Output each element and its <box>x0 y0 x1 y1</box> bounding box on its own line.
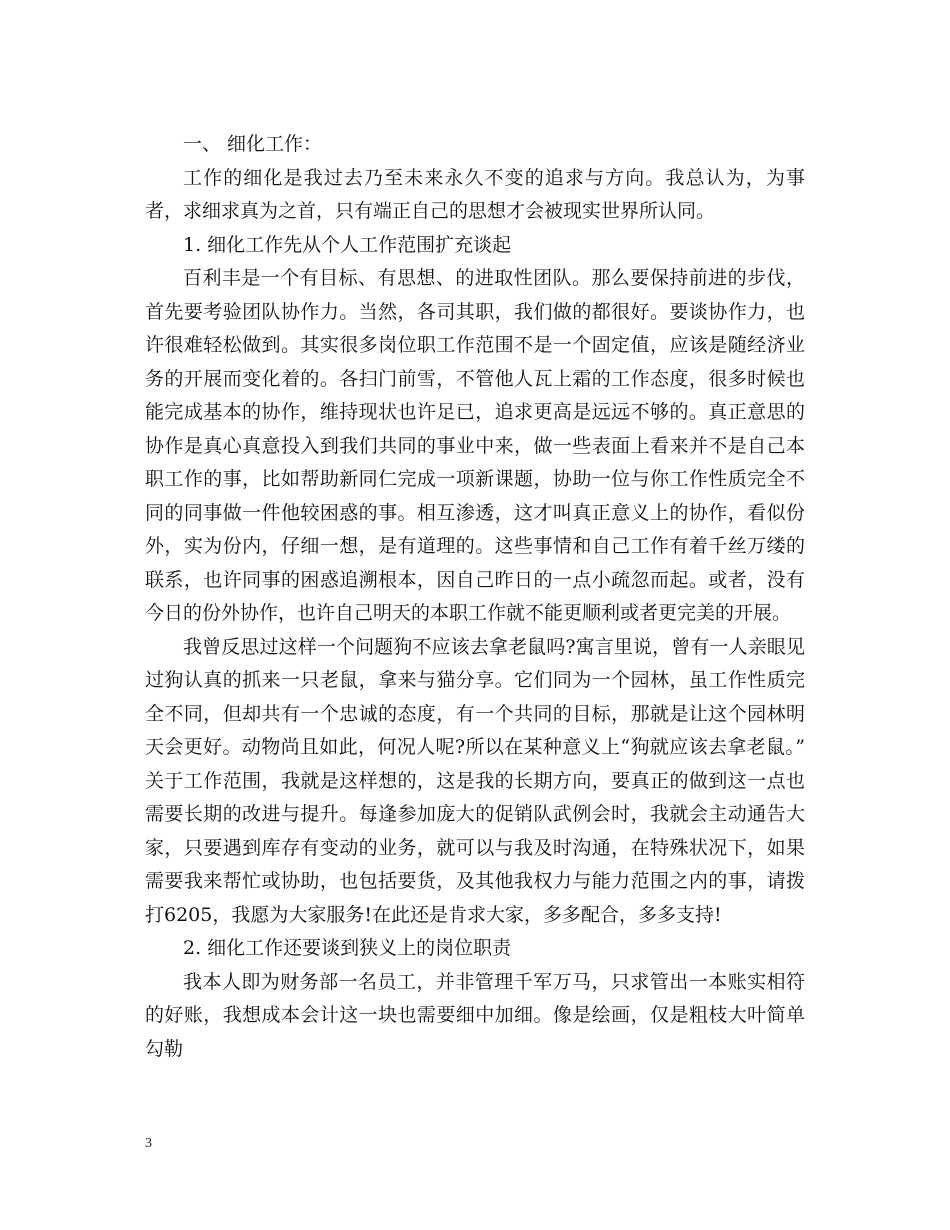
intro-paragraph: 工作的细化是我过去乃至未来永久不变的追求与方向。我总认为，为事者，求细求真为之首，只有端正自己的思想才会被现实世界所认同。 <box>145 166 805 222</box>
subsection-2-heading: 2. 细化工作还要谈到狭义上的岗位职责 <box>183 937 512 959</box>
subsection-1-paragraph: 百利丰是一个有目标、有思想、的进取性团队。那么要保持前进的步伐，首先要考验团队协作力。当然，各司其职，我们做的都很好。要谈协作力，也许很难轻松做到。其实很多岗位职工作范围不是一个固定值，应该是随经济业务的开展而变化着的。各扫门前雪，不管他人瓦上霜的工作态度，很多时候也能完成基本的协作，维持现状也许足已，追求更高是远远不够的。真正意思的协作是真心真意投入到我们共同的事业中来，做一些表面上看来并不是自己本职工作的事，比如帮助新同仁完成一项新课题，协助一位与你工作性质完全不同的同事做一件他较困惑的事。相互渗透，这才叫真正意义上的协作，看似份外，实为份内，仔细一想，是有道理的。这些事情和自己工作有着千丝万缕的联系，也许同事的困惑追溯根本，因自己昨日的一点小疏忽而起。或者，没有今日的份外协作，也许自己明天的本职工作就不能更顺利或者更完美的开展。 <box>145 267 805 624</box>
document-body <box>145 128 805 1066</box>
subsection-2-paragraph: 我本人即为财务部一名员工，并非管理千军万马，只求管出一本账实相符的好账，我想成本会计这一块也需要细中加细。像是绘画，仅是粗枝大叶简单勾勒 <box>145 970 805 1060</box>
page-number: 3 <box>145 1136 152 1151</box>
subsection-1-heading: 1. 细化工作先从个人工作范围扩充谈起 <box>183 233 512 256</box>
section-heading: 一、 细化工作： <box>183 133 323 155</box>
dog-analogy-paragraph: 我曾反思过这样一个问题狗不应该去拿老鼠吗?寓言里说，曾有一人亲眼见过狗认真的抓来一只老鼠，拿来与猫分享。它们同为一个园林，虽工作性质完全不同，但却共有一个忠诚的态度，有一个共同的目标，那就是让这个园林明天会更好。动物尚且如此，何况人呢?所以在某种意义上“狗就应该去拿老鼠。” 关于工作范围，我就是这样想的，这是我的长期方向，要真正的做到这一点也需要长期的改进与提升。每逢参加庞大的促销队武例会时，我就会主动通告大家，只要遇到库存有变动的业务，就可以与我及时沟通，在特殊状况下，如果需要我来帮忙或协助，也包括要货，及其他我权力与能力范围之内的事，请拨打6205，我愿为大家服务!在此还是肯求大家，多多配合，多多支持! <box>145 635 805 926</box>
